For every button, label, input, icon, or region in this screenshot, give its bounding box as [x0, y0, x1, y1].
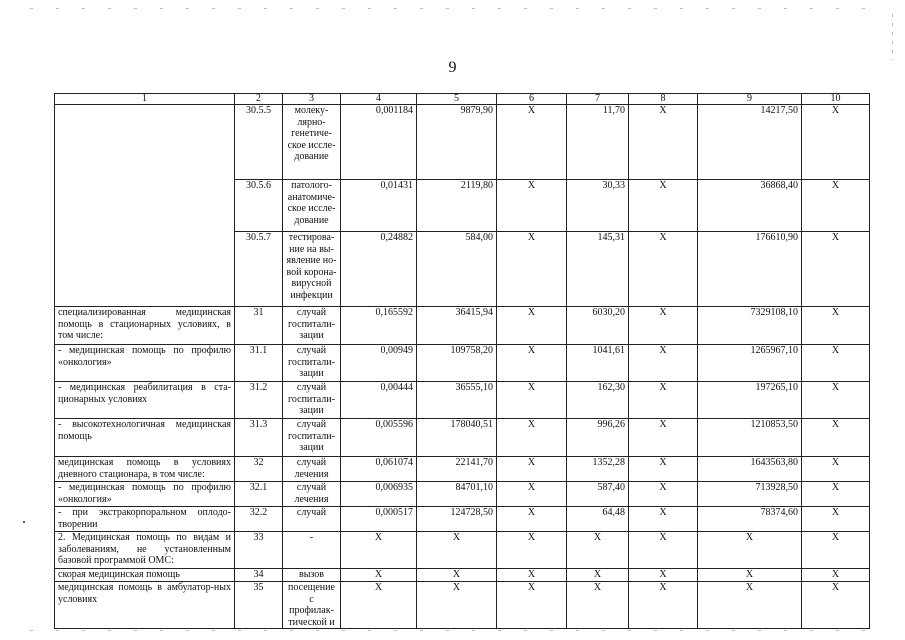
- cell-col-4: 0,00949: [341, 345, 417, 382]
- cell-col-8: Х: [629, 482, 698, 507]
- cell-col-9: 1265967,10: [698, 345, 802, 382]
- cell-col-5: 22141,70: [417, 457, 497, 482]
- cell-col-6: Х: [497, 232, 567, 307]
- cell-col-8: Х: [629, 582, 698, 629]
- table-row: [55, 532, 870, 569]
- column-header: 2: [235, 94, 283, 105]
- column-header: 3: [283, 94, 341, 105]
- column-header: 6: [497, 94, 567, 105]
- cell-col-6: Х: [497, 532, 567, 569]
- row-name-cell: - высокотехнологичная медицинская помощь: [55, 419, 235, 457]
- row-code: 31.1: [235, 345, 283, 382]
- cell-col-5: 36555,10: [417, 382, 497, 419]
- cell-col-7: 64,48: [567, 507, 629, 532]
- cell-col-4: 0,006935: [341, 482, 417, 507]
- table-header: [55, 94, 870, 105]
- table-row: [55, 419, 870, 457]
- cell-col-9: 78374,60: [698, 507, 802, 532]
- row-code: 31: [235, 307, 283, 345]
- column-header: 9: [698, 94, 802, 105]
- row-name-cell: [55, 105, 235, 307]
- column-header: 1: [55, 94, 235, 105]
- row-name-cell: - медицинская помощь по профилю «онкология»: [55, 482, 235, 507]
- cell-col-5: Х: [417, 582, 497, 629]
- cell-col-6: Х: [497, 482, 567, 507]
- row-code: 32.1: [235, 482, 283, 507]
- cell-col-8: Х: [629, 180, 698, 232]
- cell-col-6: Х: [497, 382, 567, 419]
- cell-col-6: Х: [497, 345, 567, 382]
- cell-col-5: 9879,90: [417, 105, 497, 180]
- cell-col-9: 1210853,50: [698, 419, 802, 457]
- table-row: [55, 569, 870, 582]
- column-header: 10: [802, 94, 870, 105]
- cell-col-10: Х: [802, 419, 870, 457]
- cell-col-6: Х: [497, 419, 567, 457]
- cell-col-6: Х: [497, 457, 567, 482]
- cell-col-9: Х: [698, 532, 802, 569]
- table-row: [55, 507, 870, 532]
- cell-col-5: 2119,80: [417, 180, 497, 232]
- cell-col-6: Х: [497, 180, 567, 232]
- unit-cell: случай лечения: [283, 457, 341, 482]
- table-row: [55, 345, 870, 382]
- cell-col-10: Х: [802, 582, 870, 629]
- column-header: 8: [629, 94, 698, 105]
- cell-col-5: 109758,20: [417, 345, 497, 382]
- cell-col-9: Х: [698, 569, 802, 582]
- cell-col-6: Х: [497, 582, 567, 629]
- row-name-cell: - медицинская помощь по профилю «онкология»: [55, 345, 235, 382]
- cell-col-9: 197265,10: [698, 382, 802, 419]
- table-row: [55, 582, 870, 629]
- cell-col-5: Х: [417, 532, 497, 569]
- cell-col-9: 1643563,80: [698, 457, 802, 482]
- cell-col-4: 0,000517: [341, 507, 417, 532]
- cell-col-4: 0,005596: [341, 419, 417, 457]
- cell-col-7: 11,70: [567, 105, 629, 180]
- row-code: 32: [235, 457, 283, 482]
- cell-col-8: Х: [629, 419, 698, 457]
- unit-cell: случай госпитали-зации: [283, 345, 341, 382]
- row-code: 35: [235, 582, 283, 629]
- cell-col-4: 0,061074: [341, 457, 417, 482]
- cell-col-10: Х: [802, 482, 870, 507]
- cell-col-8: Х: [629, 457, 698, 482]
- scan-speck: [23, 521, 25, 523]
- cell-col-10: Х: [802, 232, 870, 307]
- cell-col-10: Х: [802, 180, 870, 232]
- cell-col-7: 145,31: [567, 232, 629, 307]
- cell-col-8: Х: [629, 105, 698, 180]
- cell-col-5: 84701,10: [417, 482, 497, 507]
- unit-cell: случай госпитали-зации: [283, 307, 341, 345]
- cell-col-4: 0,24882: [341, 232, 417, 307]
- cell-col-8: Х: [629, 569, 698, 582]
- table-row: [55, 307, 870, 345]
- column-number-row: [55, 94, 870, 105]
- table-row: [55, 105, 870, 180]
- cell-col-6: Х: [497, 569, 567, 582]
- unit-cell: случай госпитали-зации: [283, 382, 341, 419]
- cell-col-5: 124728,50: [417, 507, 497, 532]
- cell-col-4: Х: [341, 569, 417, 582]
- cell-col-7: 30,33: [567, 180, 629, 232]
- cell-col-10: Х: [802, 307, 870, 345]
- cell-col-10: Х: [802, 569, 870, 582]
- unit-cell: молеку-лярно-генетиче-ское иссле-дование: [283, 105, 341, 180]
- cell-col-5: 36415,94: [417, 307, 497, 345]
- cell-col-6: Х: [497, 507, 567, 532]
- cell-col-5: 584,00: [417, 232, 497, 307]
- cell-col-10: Х: [802, 532, 870, 569]
- unit-cell: тестирова-ние на вы-явление но-вой корона-вирусной инфекции: [283, 232, 341, 307]
- scan-edge-right: [892, 14, 893, 60]
- cell-col-8: Х: [629, 345, 698, 382]
- row-name-cell: 2. Медицинская помощь по видам и заболеваниям, не установленным базовой программой ОМС:: [55, 532, 235, 569]
- row-name-cell: медицинская помощь в условиях дневного стационара, в том числе:: [55, 457, 235, 482]
- cell-col-7: 1352,28: [567, 457, 629, 482]
- cell-col-10: Х: [802, 345, 870, 382]
- cell-col-7: 996,26: [567, 419, 629, 457]
- scan-edge-bottom: [30, 630, 880, 631]
- cell-col-4: 0,165592: [341, 307, 417, 345]
- cell-col-8: Х: [629, 532, 698, 569]
- unit-cell: патолого-анатомиче-ское иссле-дование: [283, 180, 341, 232]
- row-name-cell: специализированная медицинская помощь в стационарных условиях, в том числе:: [55, 307, 235, 345]
- row-code: 30.5.5: [235, 105, 283, 180]
- cell-col-9: Х: [698, 582, 802, 629]
- cell-col-7: 1041,61: [567, 345, 629, 382]
- cell-col-4: 0,00444: [341, 382, 417, 419]
- unit-cell: вызов: [283, 569, 341, 582]
- cell-col-4: 0,01431: [341, 180, 417, 232]
- table-row: [55, 482, 870, 507]
- row-code: 30.5.7: [235, 232, 283, 307]
- tariff-table: [54, 93, 870, 629]
- column-header: 7: [567, 94, 629, 105]
- unit-cell: случай лечения: [283, 482, 341, 507]
- page-number: 9: [448, 59, 457, 76]
- cell-col-10: Х: [802, 457, 870, 482]
- cell-col-9: 36868,40: [698, 180, 802, 232]
- row-code: 32.2: [235, 507, 283, 532]
- table-row: [55, 382, 870, 419]
- cell-col-7: Х: [567, 582, 629, 629]
- cell-col-9: 14217,50: [698, 105, 802, 180]
- row-code: 31.3: [235, 419, 283, 457]
- unit-cell: посещение с профилак-тической и: [283, 582, 341, 629]
- cell-col-5: Х: [417, 569, 497, 582]
- cell-col-10: Х: [802, 105, 870, 180]
- unit-cell: случай госпитали-зации: [283, 419, 341, 457]
- cell-col-8: Х: [629, 232, 698, 307]
- cell-col-9: 713928,50: [698, 482, 802, 507]
- cell-col-9: 176610,90: [698, 232, 802, 307]
- cell-col-4: 0,001184: [341, 105, 417, 180]
- cell-col-8: Х: [629, 382, 698, 419]
- cell-col-4: Х: [341, 582, 417, 629]
- cell-col-8: Х: [629, 507, 698, 532]
- cell-col-7: Х: [567, 532, 629, 569]
- cell-col-7: 6030,20: [567, 307, 629, 345]
- table-row: [55, 457, 870, 482]
- cell-col-8: Х: [629, 307, 698, 345]
- row-code: 31.2: [235, 382, 283, 419]
- row-code: 30.5.6: [235, 180, 283, 232]
- cell-col-4: Х: [341, 532, 417, 569]
- row-code: 33: [235, 532, 283, 569]
- cell-col-7: 587,40: [567, 482, 629, 507]
- cell-col-6: Х: [497, 307, 567, 345]
- row-name-cell: медицинская помощь в амбулатор-ных условиях: [55, 582, 235, 629]
- row-code: 34: [235, 569, 283, 582]
- cell-col-5: 178040,51: [417, 419, 497, 457]
- cell-col-7: Х: [567, 569, 629, 582]
- row-name-cell: - при экстракорпоральном оплодо-творении: [55, 507, 235, 532]
- column-header: 4: [341, 94, 417, 105]
- cell-col-7: 162,30: [567, 382, 629, 419]
- unit-cell: случай: [283, 507, 341, 532]
- cell-col-10: Х: [802, 382, 870, 419]
- column-header: 5: [417, 94, 497, 105]
- scan-edge-top: [30, 8, 880, 9]
- row-name-cell: - медицинская реабилитация в ста-ционарных условиях: [55, 382, 235, 419]
- cell-col-6: Х: [497, 105, 567, 180]
- row-name-cell: скорая медицинская помощь: [55, 569, 235, 582]
- cell-col-10: Х: [802, 507, 870, 532]
- cell-col-9: 7329108,10: [698, 307, 802, 345]
- unit-cell: -: [283, 532, 341, 569]
